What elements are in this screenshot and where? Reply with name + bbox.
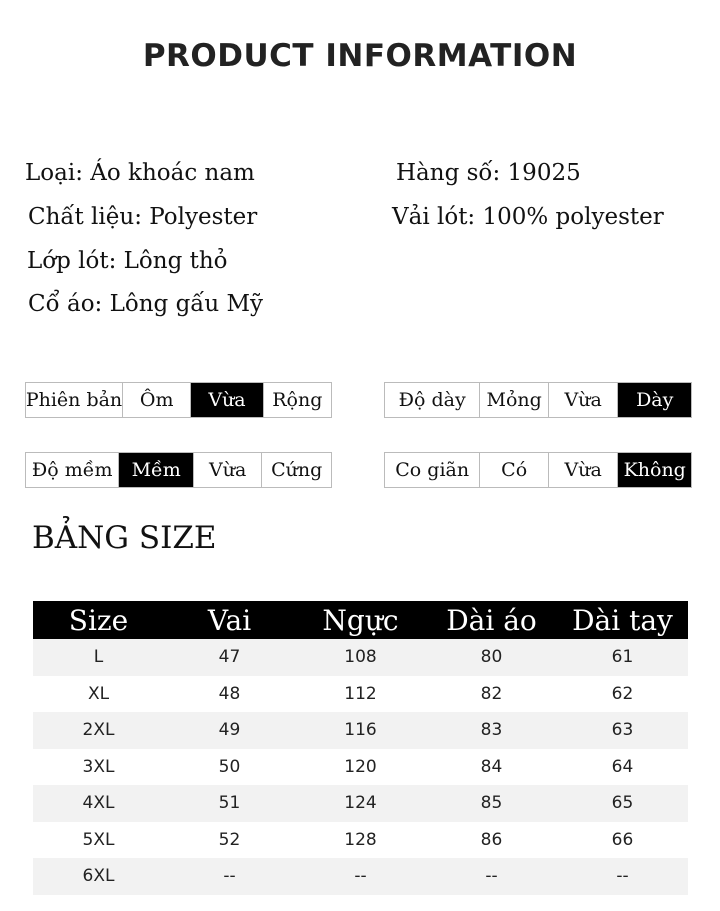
- table-row: [33, 749, 688, 786]
- cell-chest: 120: [344, 756, 377, 777]
- cell-size: L: [93, 647, 104, 668]
- header-size: Size: [68, 603, 129, 637]
- info-lining: Lớp lót: Lông thỏ: [27, 248, 228, 274]
- softness-option-medium[interactable]: Vừa: [194, 453, 263, 487]
- stretch-option-medium[interactable]: Vừa: [549, 453, 619, 487]
- info-item-number: Hàng số: 19025: [396, 160, 581, 186]
- cell-size: 2XL: [82, 720, 115, 741]
- cell-shoulder: --: [223, 866, 236, 887]
- cell-shoulder: 48: [218, 683, 241, 704]
- table-row: [33, 785, 688, 822]
- header-chest: Ngực: [322, 603, 399, 637]
- table-row: [33, 712, 688, 749]
- fit-option-slim[interactable]: Ôm: [123, 383, 191, 417]
- cell-length: 82: [480, 683, 503, 704]
- softness-option-soft[interactable]: Mềm: [119, 453, 194, 487]
- cell-length: 83: [480, 720, 503, 741]
- info-lining-fabric: Vải lót: 100% polyester: [392, 204, 664, 230]
- thickness-option-medium[interactable]: Vừa: [549, 383, 619, 417]
- header-shoulder: Vai: [207, 603, 252, 637]
- cell-sleeve: 62: [611, 683, 634, 704]
- softness-selector: [25, 452, 332, 488]
- table-row: [33, 822, 688, 859]
- info-collar: Cổ áo: Lông gấu Mỹ: [28, 291, 264, 317]
- thickness-option-thick[interactable]: Dày: [618, 383, 691, 417]
- fit-option-regular[interactable]: Vừa: [191, 383, 263, 417]
- softness-option-stiff[interactable]: Cứng: [271, 459, 323, 481]
- cell-size: 3XL: [82, 756, 115, 777]
- cell-shoulder: 52: [218, 829, 241, 850]
- cell-chest: 108: [344, 647, 377, 668]
- info-material: Chất liệu: Polyester: [28, 204, 258, 230]
- cell-length: 85: [480, 793, 503, 814]
- stretch-label: Co giãn: [385, 453, 480, 487]
- cell-chest: 112: [344, 683, 377, 704]
- fit-label: Phiên bản: [26, 383, 123, 417]
- size-chart-heading: BẢNG SIZE: [32, 520, 217, 556]
- cell-shoulder: 50: [218, 756, 241, 777]
- stretch-selector: [384, 452, 692, 488]
- cell-sleeve: 66: [611, 829, 634, 850]
- fit-option-loose[interactable]: Rộng: [272, 389, 323, 411]
- thickness-selector: [384, 382, 692, 418]
- cell-chest: 116: [344, 720, 377, 741]
- stretch-option-yes[interactable]: Có: [480, 453, 549, 487]
- cell-length: 86: [480, 829, 503, 850]
- cell-length: 84: [480, 756, 503, 777]
- cell-chest: 124: [344, 793, 377, 814]
- stretch-option-no[interactable]: Không: [618, 453, 691, 487]
- thickness-label: Độ dày: [385, 383, 480, 417]
- cell-chest: 128: [344, 829, 377, 850]
- cell-sleeve: --: [616, 866, 629, 887]
- cell-sleeve: 64: [611, 756, 634, 777]
- table-row: [33, 639, 688, 676]
- cell-sleeve: 65: [611, 793, 634, 814]
- cell-chest: --: [354, 866, 367, 887]
- table-row: [33, 676, 688, 713]
- cell-sleeve: 61: [611, 647, 634, 668]
- cell-size: 5XL: [82, 829, 115, 850]
- cell-length: 80: [480, 647, 503, 668]
- header-length: Dài áo: [446, 603, 537, 637]
- cell-shoulder: 51: [218, 793, 241, 814]
- table-row: [33, 858, 688, 895]
- info-type: Loại: Áo khoác nam: [25, 160, 255, 186]
- header-sleeve: Dài tay: [572, 603, 673, 637]
- cell-shoulder: 49: [218, 720, 241, 741]
- cell-size: 4XL: [82, 793, 115, 814]
- size-table: [33, 601, 688, 895]
- cell-size: 6XL: [82, 866, 115, 887]
- page-title: PRODUCT INFORMATION: [142, 38, 578, 74]
- cell-sleeve: 63: [611, 720, 634, 741]
- thickness-option-thin[interactable]: Mỏng: [480, 383, 549, 417]
- cell-size: XL: [87, 683, 110, 704]
- cell-shoulder: 47: [218, 647, 241, 668]
- softness-label: Độ mềm: [26, 453, 119, 487]
- cell-length: --: [485, 866, 498, 887]
- fit-selector: [25, 382, 332, 418]
- size-table-header: [33, 601, 688, 639]
